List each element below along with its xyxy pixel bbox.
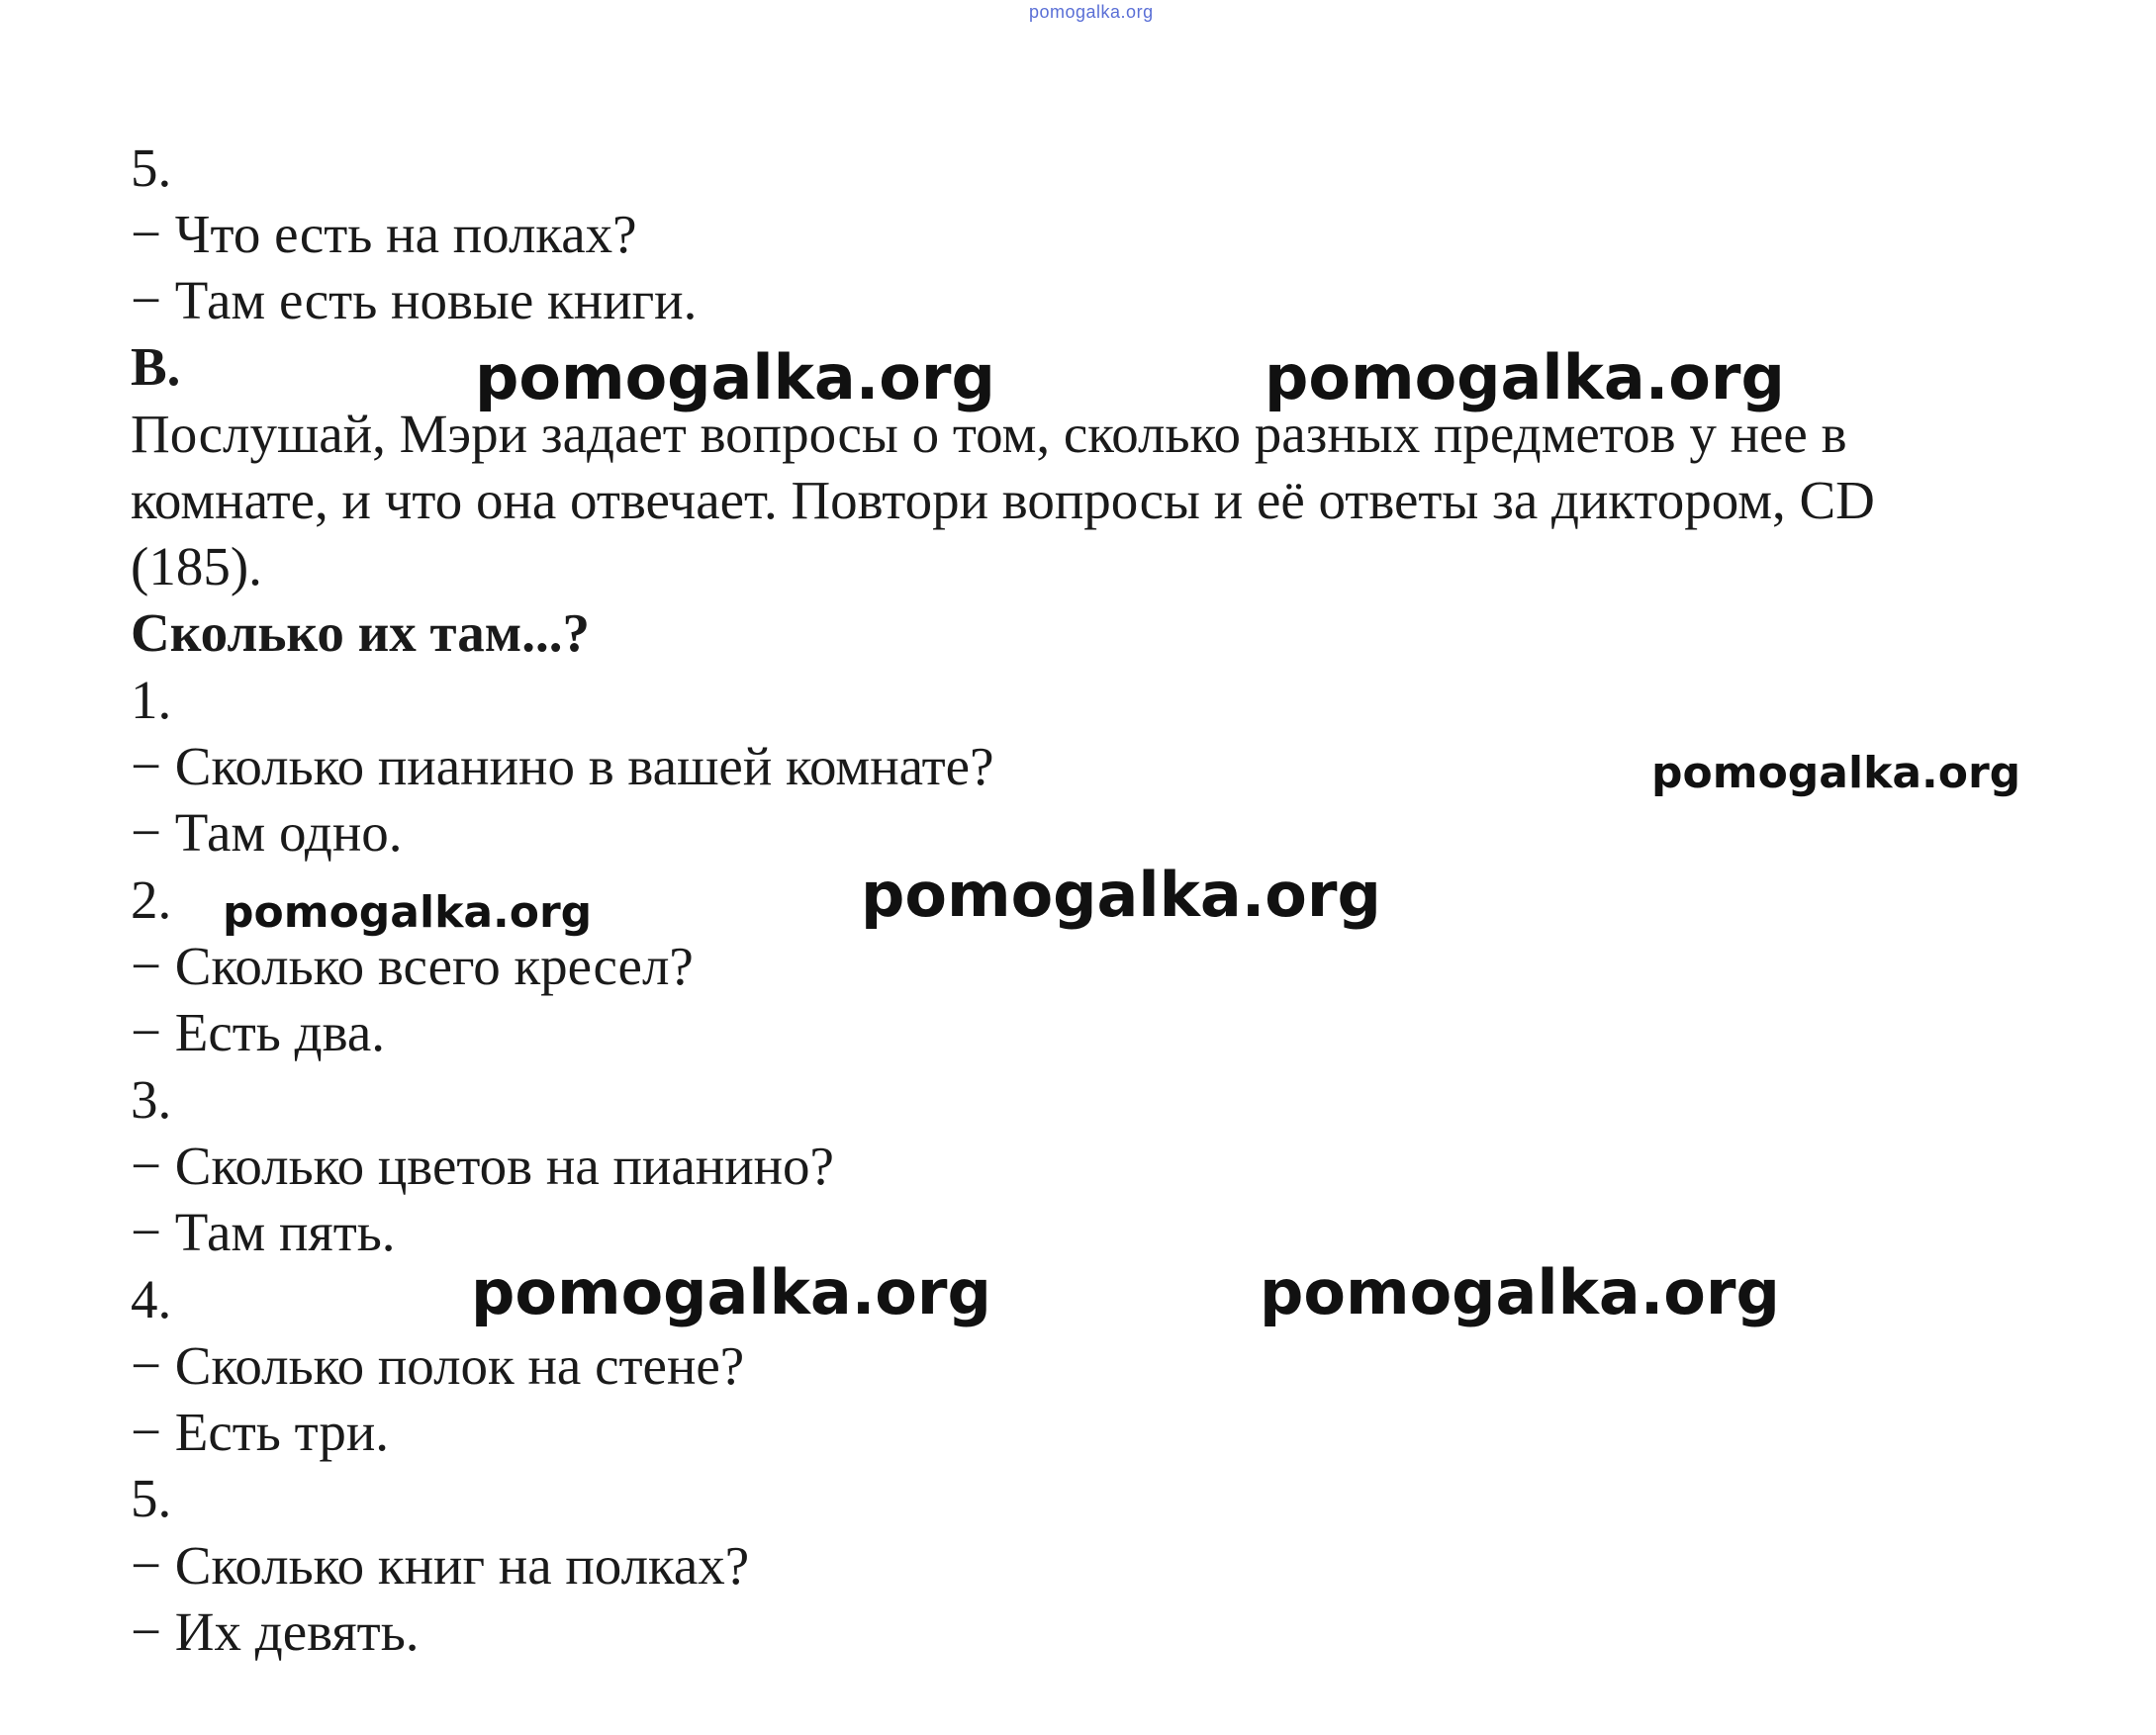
dialog-line: − Сколько полок на стене? (131, 1335, 745, 1396)
dialog-line: − Сколько цветов на пианино? (131, 1136, 834, 1196)
dialog-line: − Их девять. (131, 1601, 420, 1662)
watermark: pomogalka.org (223, 887, 593, 938)
watermark: pomogalka.org (471, 1256, 991, 1328)
item-number: 1. (131, 670, 172, 730)
item-number: 2. (131, 869, 172, 930)
watermark: pomogalka.org (1260, 1256, 1780, 1328)
instruction-text: (185). (131, 536, 262, 596)
section-label: B. (131, 336, 181, 397)
dialog-line: − Есть два. (131, 1002, 386, 1062)
dialog-line: − Сколько пианино в вашей комнате? (131, 736, 994, 796)
item-number: 4. (131, 1269, 172, 1329)
item-number: 5. (131, 1468, 172, 1528)
instruction-text: комнате, и что она отвечает. Повтори вопросы и её ответы за диктором, CD (131, 470, 1875, 530)
section-heading: Сколько их там...? (131, 602, 590, 663)
dialog-line: − Там одно. (131, 802, 403, 863)
dialog-line: − Сколько всего кресел? (131, 936, 694, 996)
dialog-line: − Что есть на полках? (131, 204, 637, 264)
dialog-line: − Есть три. (131, 1402, 390, 1462)
dialog-line: − Там пять. (131, 1202, 396, 1262)
item-number: 5. (131, 137, 172, 198)
instruction-text: Послушай, Мэри задает вопросы о том, сколько разных предметов у нее в (131, 404, 1847, 464)
item-number: 3. (131, 1069, 172, 1130)
watermark: pomogalka.org (1265, 341, 1785, 413)
dialog-line: − Там есть новые книги. (131, 270, 698, 330)
watermark: pomogalka.org (475, 341, 995, 413)
watermark: pomogalka.org (861, 859, 1381, 931)
top-watermark: pomogalka.org (1029, 2, 1154, 22)
dialog-line: − Сколько книг на полках? (131, 1535, 750, 1596)
watermark: pomogalka.org (1651, 748, 2021, 798)
